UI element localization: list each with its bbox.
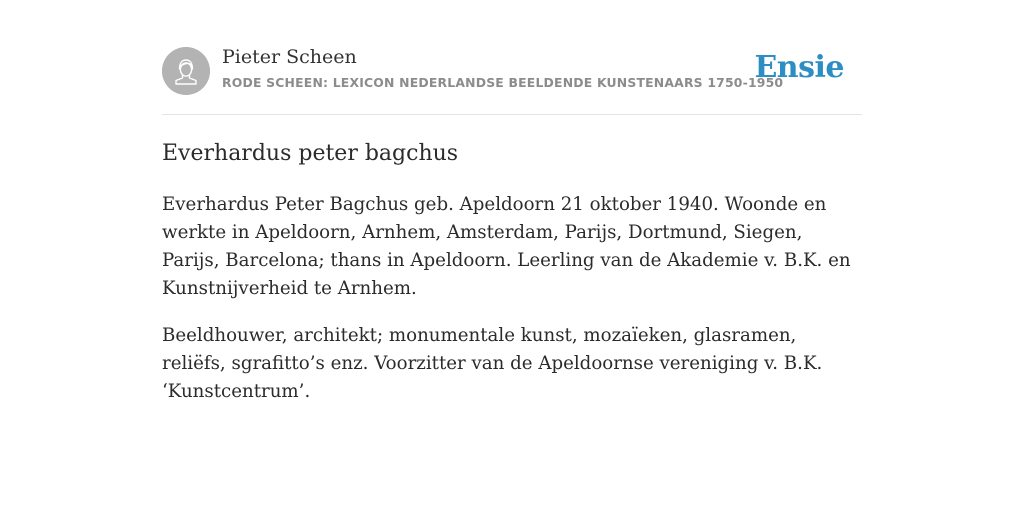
article-title: Everhardus peter bagchus bbox=[162, 141, 459, 166]
author-name[interactable]: Pieter Scheen bbox=[222, 46, 357, 68]
article-paragraph: Everhardus Peter Bagchus geb. Apeldoorn 21 oktober 1940. Woonde en werkte in Apeldoorn, Arnhem, Amsterdam, Parijs, Dortmund, Siegen, Parijs, Barcelona; thans in Apeldoorn. Leerling van de Akademie v. B.K. en Kunstnijverheid te Arnhem. bbox=[162, 194, 851, 299]
avatar[interactable] bbox=[162, 47, 210, 95]
article-paragraph: Beeldhouwer, architekt; monumentale kunst, mozaïeken, glasramen, reliëfs, sgrafitto’s enz. Voorzitter van de Apeldoornse vereniging v. B.K. ‘Kunstcentrum’. bbox=[162, 325, 823, 402]
source-title[interactable]: RODE SCHEEN: LEXICON NEDERLANDSE BEELDENDE KUNSTENAARS 1750-1950 bbox=[222, 75, 784, 90]
article-card bbox=[162, 44, 862, 406]
brand-logo[interactable]: Ensie bbox=[754, 50, 844, 85]
user-icon bbox=[162, 47, 210, 95]
article-header bbox=[162, 44, 862, 115]
